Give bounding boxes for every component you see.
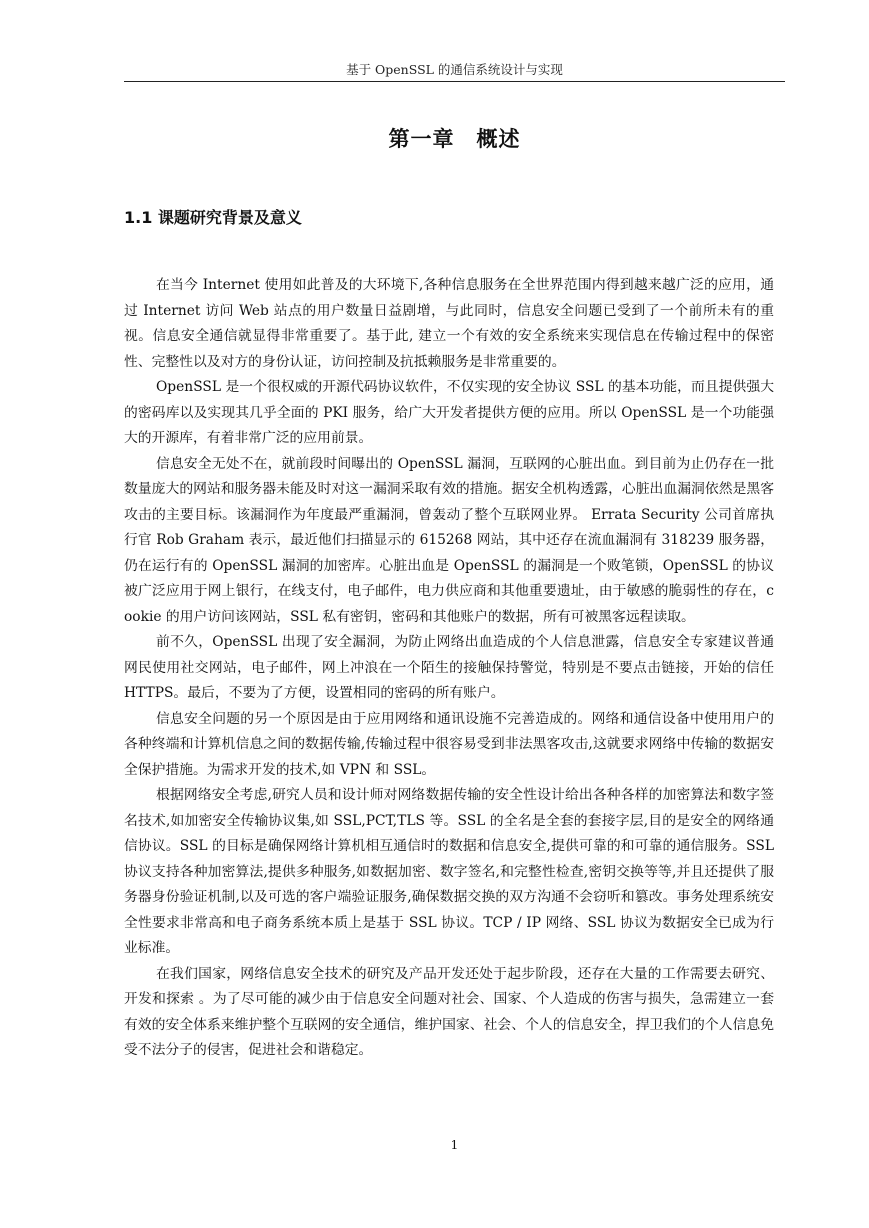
paragraph: 前不久，OpenSSL 出现了安全漏洞，为防止网络出血造成的个人信息泄露，信息安全专家建议普通网民使用社交网站，电子邮件，网上冲浪在一个陌生的接触保持警觉，特别是不要点击链接，开始的信任 HTTPS。最后，不要为了方便，设置相同的密码的所有账户。 (124, 634, 774, 701)
paragraph: 在我们国家，网络信息安全技术的研究及产品开发还处于起步阶段，还存在大量的工作需要去研究、开发和探索 。为了尽可能的减少由于信息安全问题对社会、国家、个人造成的伤害与损失，急需建立一套有效的安全体系来维护整个互联网的安全通信，维护国家、社会、个人的信息安全，捍卫我们的个人信息免受不法分子的侵害，促进社会和谐稳定。 (124, 965, 774, 1058)
paragraph: 在当今 Internet 使用如此普及的大环境下,各种信息服务在全世界范围内得到越来越广泛的应用，通过 Internet 访问 Web 站点的用户数量日益剧增，与此同时，信息安全问题已受到了一个前所未有的重视。信息安全通信就显得非常重要了。基于此, 建立一个有效的安全系统来实现信息在传输过程中的保密性、完整性以及对方的身份认证，访问控制及抗抵赖服务是非常重要的。 (124, 277, 774, 370)
header-rule (124, 81, 785, 82)
body-text (124, 273, 774, 1064)
paragraph: 根据网络安全考虑,研究人员和设计师对网络数据传输的安全性设计给出各种各样的加密算法和数字签名技术,如加密安全传输协议集,如 SSL,PCT,TLS 等。SSL 的全名是全套的套接字层,目的是安全的网络通信协议。SSL 的目标是确保网络计算机相互通信时的数据和信息安全,提供可靠的和可靠的通信服务。SSL 协议支持各种加密算法,提供多种服务,如数据加密、数字签名,和完整性检查,密钥交换等等,并且还提供了服务器身份验证机制,以及可选的客户端验证服务,确保数据交换的双方沟通不会窃听和篡改。事务处理系统安全性要求非常高和电子商务系统本质上是基于 SSL 协议。TCP / IP 网络、SSL 协议为数据安全已成为行业标准。 (124, 787, 774, 956)
chapter-title: 第一章 概述 (388, 127, 521, 151)
page-number: 1 (450, 1138, 459, 1152)
paragraph: 信息安全无处不在，就前段时间曝出的 OpenSSL 漏洞，互联网的心脏出血。到目前为止仍存在一批数量庞大的网站和服务器未能及时对这一漏洞采取有效的措施。据安全机构透露，心脏出血漏洞依然是黑客攻击的主要目标。该漏洞作为年度最严重漏洞，曾轰动了整个互联网业界。 Errata Security 公司首席执行官 Rob Graham 表示，最近他们扫描显示的 615268 网站，其中还存在流血漏洞有 318239 服务器，仍在运行有的 OpenSSL 漏洞的加密库。心脏出血是 OpenSSL 的漏洞是一个败笔锁，OpenSSL 的协议被广泛应用于网上银行，在线支付，电子邮件，电力供应商和其他重要遗址，由于敏感的脆弱性的存在，cookie 的用户访问该网站，SSL 私有密钥，密码和其他账户的数据，所有可被黑客远程读取。 (124, 455, 774, 625)
paragraph: OpenSSL 是一个很权威的开源代码协议软件，不仅实现的安全协议 SSL 的基本功能，而且提供强大的密码库以及实现其几乎全面的 PKI 服务，给广大开发者提供方便的应用。所以 OpenSSL 是一个功能强大的开源库，有着非常广泛的应用前景。 (124, 379, 774, 446)
section-title: 1.1 课题研究背景及意义 (124, 208, 302, 227)
paragraph: 信息安全问题的另一个原因是由于应用网络和通讯设施不完善造成的。网络和通信设备中使用用户的各种终端和计算机信息之间的数据传输,传输过程中很容易受到非法黑客攻击,这就要求网络中传输的数据安全保护措施。为需求开发的技术,如 VPN 和 SSL。 (124, 710, 774, 778)
running-header: 基于 OpenSSL 的通信系统设计与实现 (346, 62, 563, 77)
